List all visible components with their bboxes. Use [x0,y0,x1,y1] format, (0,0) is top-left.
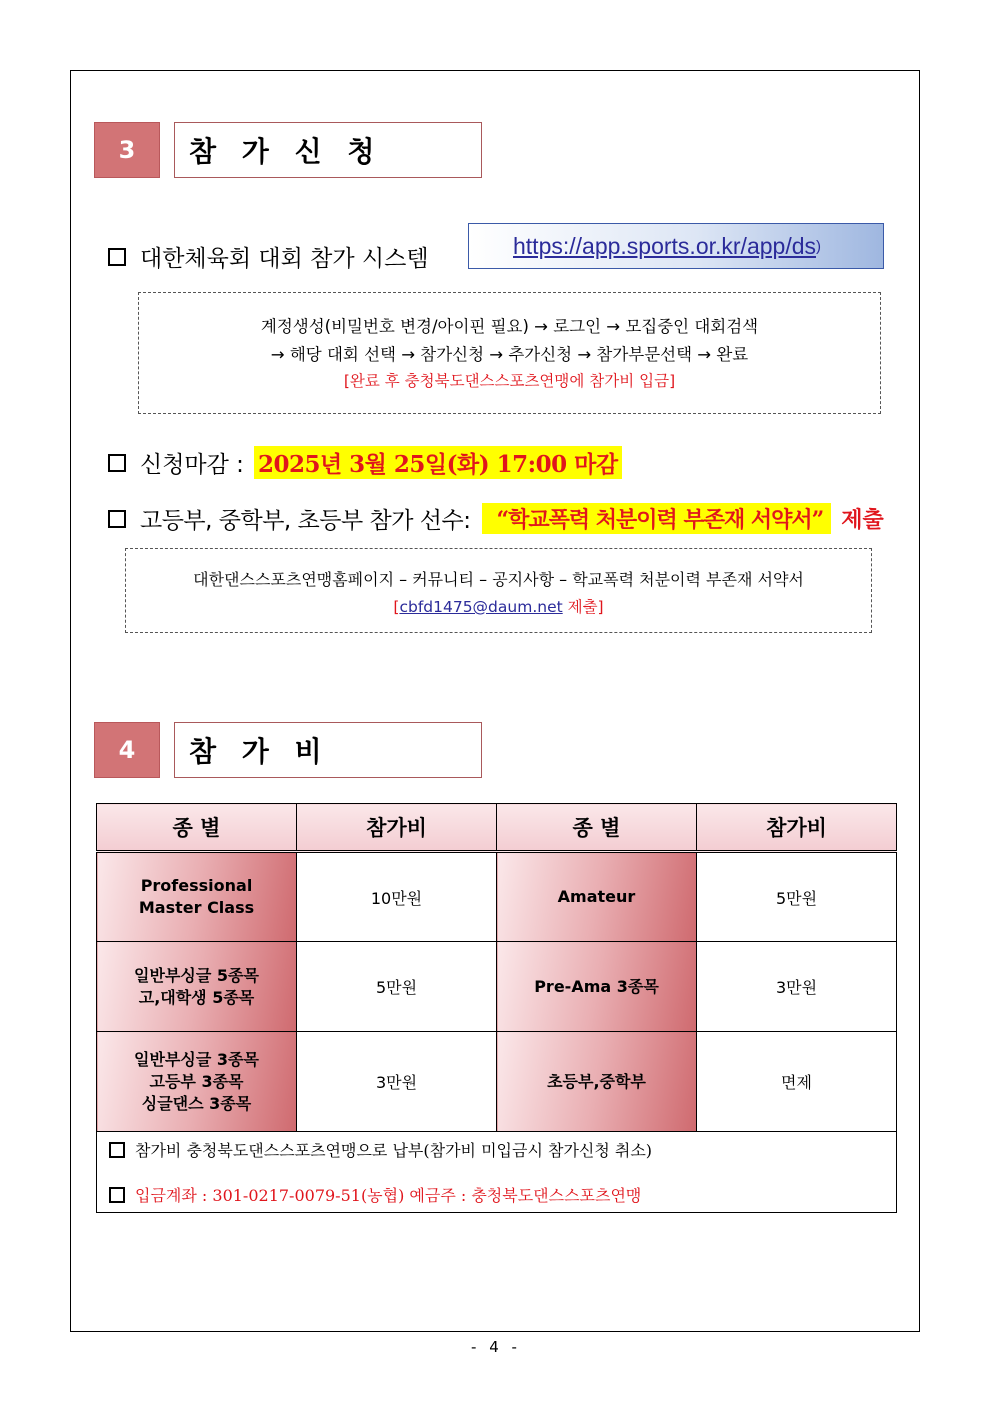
category-line: 일반부싱글 3종목 [134,1049,259,1069]
note-row [97,1132,897,1213]
fee-cell: 면제 [697,1032,897,1132]
category-cell [97,942,297,1032]
email-submit: 제출] [562,598,604,616]
fee-cell: 3만원 [297,1032,497,1132]
section-3-number: 3 [94,122,160,178]
table-row [97,1032,897,1132]
category-line: 고,대학생 5종목 [138,987,255,1007]
section-4-title: 참 가 비 [174,722,482,778]
note-cell [97,1132,897,1213]
students-line [108,502,884,535]
checkbox-icon [108,454,126,472]
deadline-label: 신청마감 : [140,452,244,478]
category-cell [497,942,697,1032]
fee-cell: 10만원 [297,852,497,942]
note-payment: 참가비 충청북도댄스스포츠연맹으로 납부(참가비 미입금시 참가신청 취소) [135,1141,653,1160]
deadline-value: 2025년 3월 25일(화) 17:00 마감 [254,446,622,479]
email-open: [ [393,598,400,616]
category-line: Master Class [138,898,255,917]
checkbox-icon [108,510,126,528]
steps-line-1: 계정생성(비밀번호 변경/아이핀 필요) → 로그인 → 모집중인 대회검색 [260,317,759,336]
note-account: 입금계좌 : 301-0217-0079-51(농협) 예금주 : 충청북도댄스스포츠연맹 [135,1186,642,1205]
section-3-title: 참 가 신 청 [174,122,482,178]
fee-cell: 5만원 [697,852,897,942]
url-box [468,223,884,269]
category-cell [497,852,697,942]
section-4-number: 4 [94,722,160,778]
system-line [108,240,429,273]
steps-note: [완료 후 충청북도댄스스포츠연맹에 참가비 입금] [343,372,676,390]
table-row [97,942,897,1032]
system-url-link[interactable]: https://app.sports.or.kr/app/ds [513,232,816,259]
checkbox-icon [109,1187,125,1203]
checkbox-icon [109,1142,125,1158]
category-cell [497,1032,697,1132]
fee-table [96,803,897,1213]
category-line: Professional [140,876,253,895]
table-row [97,852,897,942]
category-line: 고등부 3종목 [149,1071,244,1091]
fee-table-header [97,804,897,852]
steps-box [138,292,881,414]
category-line: 일반부싱글 5종목 [134,965,259,985]
email-link[interactable]: cbfd1475@daum.net [399,598,563,616]
category-line: Amateur [557,887,636,906]
note-line-2 [109,1183,896,1206]
header-category-1: 종 별 [97,804,297,852]
note-line-1 [109,1138,896,1161]
students-doc: “학교폭력 처분이력 부존재 서약서” [482,503,831,534]
students-path: 대한댄스스포츠연맹홈페이지 – 커뮤니티 – 공지사항 – 학교폭력 처분이력 부존재 서약서 [193,570,804,589]
students-submit: 제출 [841,507,884,533]
fee-cell: 3만원 [697,942,897,1032]
steps-line-2: → 해당 대회 선택 → 참가신청 → 추가신청 → 참가부문선택 → 완료 [270,345,749,364]
category-line: Pre-Ama 3종목 [534,976,659,996]
category-line: 싱글댄스 3종목 [141,1093,252,1113]
email-line [126,595,871,617]
checkbox-icon [108,248,126,266]
header-fee-2: 참가비 [697,804,897,852]
deadline-line [108,446,622,479]
page-number: - 4 - [471,1338,521,1356]
header-category-2: 종 별 [497,804,697,852]
path-box [125,548,872,633]
system-url-tail: ) [816,237,821,255]
header-fee-1: 참가비 [297,804,497,852]
fee-cell: 5만원 [297,942,497,1032]
students-label: 고등부, 중학부, 초등부 참가 선수: [140,508,471,534]
category-cell [97,1032,297,1132]
category-cell [97,852,297,942]
system-label: 대한체육회 대회 참가 시스템 [140,246,429,272]
category-line: 초등부,중학부 [547,1071,646,1091]
